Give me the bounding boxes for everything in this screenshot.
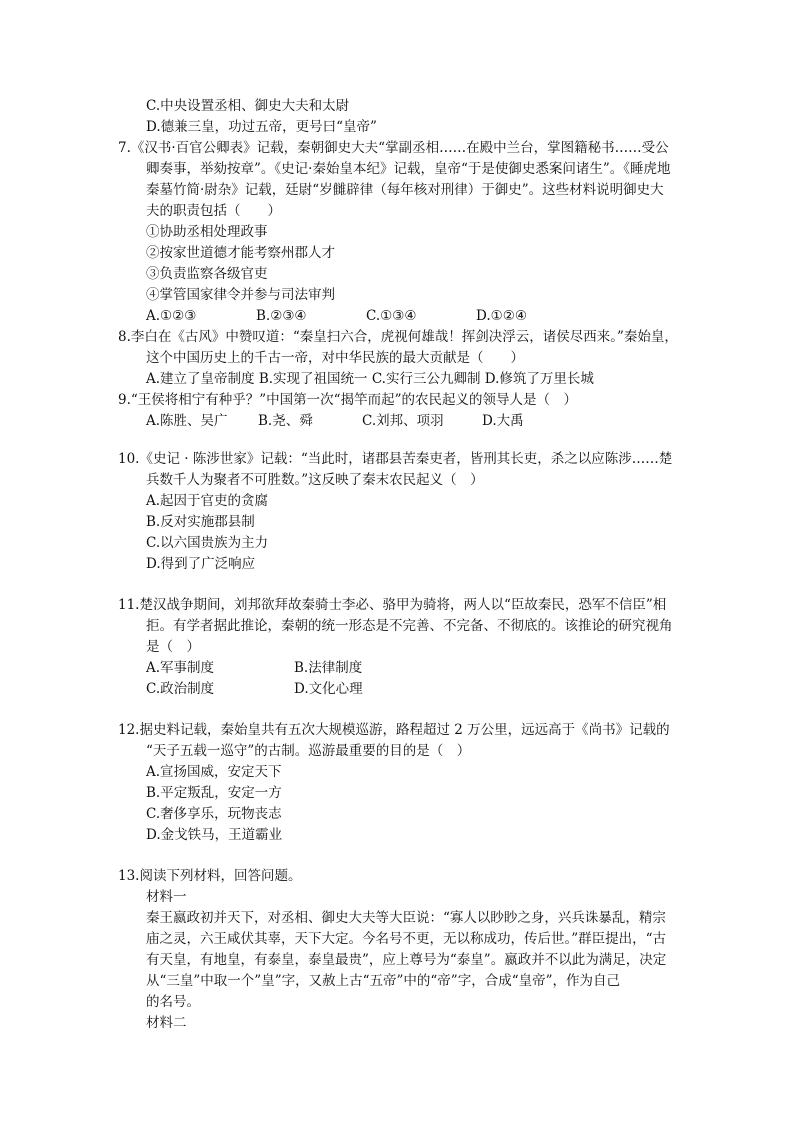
- q7-stem-line: 卿奏事，举劾按章”。《史记·秦始皇本纪》记载，皇帝“于是使御史悉案问诸生”。《睡虎地: [146, 161, 671, 177]
- q12-stem-line: “天子五载一巡守”的古制。巡游最重要的目的是（ ）: [146, 743, 471, 759]
- q13-material1-line: 有天皇，有地皇，有泰皇，泰皇最贵”，应上尊号为“泰皇”。嬴政并不以此为满足，决定: [146, 952, 667, 968]
- q7-item: ②按家世道德才能考察州郡人才: [146, 245, 335, 261]
- q7-item: ④掌管国家律令并参与司法审判: [146, 287, 335, 303]
- q7-stem-line: 夫的职责包括（ ）: [146, 203, 281, 219]
- q11-option-d: D.文化心理: [294, 681, 363, 697]
- q7-option-c: C.①③④: [366, 308, 417, 324]
- q10-stem-line: 10.《史记 · 陈涉世家》记载：“当此时，诸郡县苦秦吏者，皆刑其长吏，杀之以应陈涉……楚: [118, 451, 673, 467]
- q13-material1-line: 从“三皇”中取一个”皇”字，又赦上古“五帝”中的“帝”字，合成“皇帝”，作为自己: [146, 973, 621, 989]
- q7-option-a: A.①②③: [146, 308, 197, 324]
- q12-stem-line: 12.据史料记载，秦始皇共有五次大规模巡游，路程超过 2 万公里，远远高于《尚书》记载的: [118, 722, 670, 738]
- q11-option-a: A.军事制度: [146, 660, 215, 676]
- q12-option-d: D.金戈铁马，王道霸业: [146, 827, 283, 843]
- q11-option-c: C.政治制度: [146, 681, 215, 697]
- q6-option-d: D.德兼三皇，功过五帝，更号曰“皇帝”: [146, 119, 377, 135]
- q9-option-c: C.刘邦、项羽: [362, 413, 444, 429]
- q8-stem-line: 这个中国历史上的千古一帝，对中华民族的最大贡献是（ ）: [146, 350, 524, 366]
- q11-stem-line: 是（ ）: [146, 639, 200, 655]
- q10-option-d: D.得到了广泛响应: [146, 556, 256, 572]
- q13-material2-label: 材料二: [146, 1015, 187, 1031]
- q13-material1-line: 庙之灵，六王咸伏其辜，天下大定。今名号不更，无以称成功，传后世。”群臣提出，“古: [146, 931, 667, 947]
- q11-option-b: B.法律制度: [294, 660, 363, 676]
- q13-stem: 13.阅读下列材料，回答问题。: [118, 868, 302, 884]
- q7-item: ③负责监察各级官吏: [146, 266, 268, 282]
- q13-material1-label: 材料一: [146, 889, 187, 905]
- q7-stem-line: 秦墓竹简·尉杂》记载，廷尉“岁雠辟律（每年核对刑律）于御史”。这些材料说明御史大: [146, 182, 664, 198]
- q12-option-c: C.奢侈享乐，玩物丧志: [146, 806, 282, 822]
- q9-option-b: B.尧、舜: [258, 413, 313, 429]
- q8-options: A.建立了皇帝制度 B.实现了祖国统一 C.实行三公九卿制 D.修筑了万里长城: [146, 371, 594, 387]
- q10-stem-line: 兵数千人为聚者不可胜数。”这反映了秦末农民起义（ ）: [146, 472, 484, 488]
- q9-stem: 9.“王侯将相宁有种乎？”中国第一次“揭竿而起”的农民起义的领导人是（ ）: [118, 392, 577, 408]
- q8-stem-line: 8.李白在《古风》中赞叹道：“秦皇扫六合，虎视何雄哉！挥剑决浮云，诸侯尽西来。”秦始皇，: [118, 329, 678, 345]
- q6-option-c: C.中央设置丞相、御史大夫和太尉: [146, 98, 350, 114]
- q12-option-a: A.宣扬国威，安定天下: [146, 764, 282, 780]
- q7-item: ①协助丞相处理政事: [146, 224, 268, 240]
- q7-option-d: D.①②④: [476, 308, 527, 324]
- q10-option-c: C.以六国贵族为主力: [146, 535, 269, 551]
- q7-option-b: B.②③④: [256, 308, 307, 324]
- q12-option-b: B.平定叛乱，安定一方: [146, 785, 282, 801]
- q11-stem-line: 拒。有学者据此推论，秦朝的统一形态是不完善、不完备、不彻底的。该推论的研究视角: [146, 618, 673, 634]
- q9-option-a: A.陈胜、吴广: [146, 413, 228, 429]
- q10-option-b: B.反对实施郡县制: [146, 514, 255, 530]
- q7-stem-line: 7.《汉书·百官公卿表》记载，秦朝御史大夫“掌副丞相……在殿中兰台，掌图籍秘书……受公: [118, 140, 669, 156]
- q11-stem-line: 11.楚汉战争期间，刘邦欲拜故秦骑士李必、骆甲为骑将，两人以“臣故秦民，恐军不信臣”相: [118, 597, 667, 613]
- q10-option-a: A.起因于官吏的贪腐: [146, 493, 269, 509]
- q13-material1-line: 秦王嬴政初并天下，对丞相、御史大夫等大臣说：“寡人以眇眇之身，兴兵诛暴乱，精宗: [146, 910, 666, 926]
- q13-material1-line: 的名号。: [146, 994, 200, 1010]
- q9-option-d: D.大禹: [482, 413, 524, 429]
